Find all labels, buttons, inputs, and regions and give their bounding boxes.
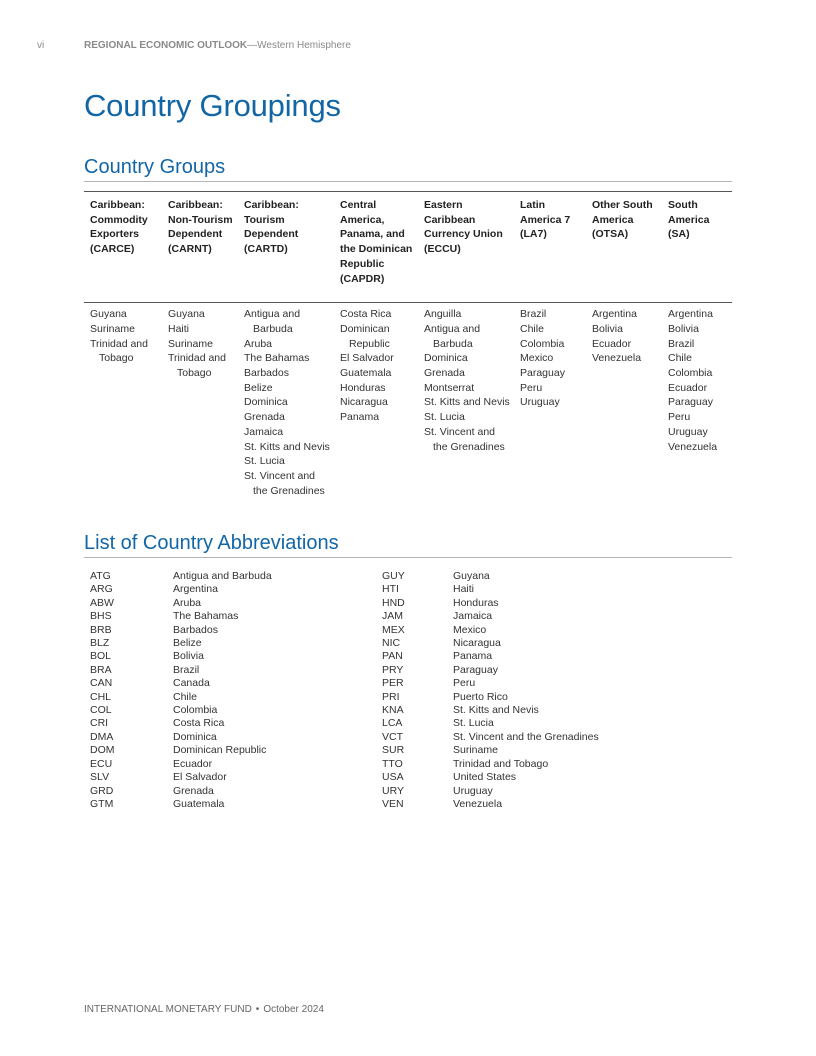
- abbreviation-row: [84, 744, 272, 757]
- country-list-item: Grenada: [424, 367, 465, 380]
- country-groups-table: [84, 191, 732, 498]
- page-footer: [84, 1004, 324, 1015]
- country-list-item: Venezuela: [592, 352, 642, 365]
- country-name: Costa Rica: [173, 717, 225, 730]
- group-country-list: [668, 307, 730, 454]
- group-country-list: [90, 307, 160, 366]
- group-header: Latin America 7 (LA7): [514, 192, 586, 303]
- abbreviation-row: [376, 624, 599, 637]
- abbreviation-row: [376, 637, 599, 650]
- group-column: [586, 303, 662, 499]
- country-list-item: St. Lucia: [424, 411, 465, 424]
- group-header: South America (SA): [662, 192, 732, 303]
- abbreviation-row: [376, 583, 599, 596]
- country-name: Nicaragua: [453, 637, 501, 650]
- country-list-item: Chile: [668, 352, 692, 365]
- abbreviation-row: [84, 758, 272, 771]
- country-list-item: Dominica: [244, 396, 288, 409]
- country-code: URY: [382, 784, 404, 797]
- abbreviations-table-right: [376, 570, 599, 811]
- group-header: Central America, Panama, and the Dominican Republic (CAPDR): [334, 192, 418, 303]
- country-list-item: Suriname: [90, 322, 135, 335]
- country-list-item: Uruguay: [520, 396, 560, 409]
- country-list-item: The Bahamas: [244, 352, 310, 365]
- title-dash: —: [247, 40, 258, 51]
- country-code: DOM: [90, 744, 115, 757]
- abbreviation-row: [376, 744, 599, 757]
- abbreviation-row: [84, 677, 272, 690]
- group-country-list: [244, 307, 332, 498]
- country-list-item: El Salvador: [340, 352, 394, 365]
- groups-body-row: [84, 303, 732, 499]
- country-list-item: Guyana: [168, 308, 205, 321]
- country-list-item: Venezuela: [668, 440, 718, 453]
- region-name: Western Hemisphere: [257, 40, 351, 51]
- country-list-item: Costa Rica: [340, 308, 392, 321]
- abbreviations-table-left: [84, 570, 272, 811]
- group-column: [238, 303, 334, 499]
- country-code: GTM: [90, 797, 114, 810]
- country-name: Canada: [173, 677, 210, 690]
- country-name: St. Kitts and Nevis: [453, 704, 539, 717]
- page-title: Country Groupings: [84, 88, 341, 123]
- country-name: Guyana: [453, 570, 490, 582]
- abbreviation-row: [376, 758, 599, 771]
- country-name: Argentina: [173, 583, 218, 596]
- group-country-list: [424, 307, 512, 454]
- abbreviation-row: [376, 771, 599, 784]
- country-code: PAN: [382, 650, 403, 663]
- abbreviation-row: [376, 704, 599, 717]
- country-name: Peru: [453, 677, 476, 690]
- country-code: CRI: [90, 717, 109, 730]
- country-code: GRD: [90, 784, 114, 797]
- country-code: BHS: [90, 610, 112, 623]
- group-column: [662, 303, 732, 499]
- abbreviation-row: [84, 583, 272, 596]
- country-list-item: Colombia: [520, 337, 565, 350]
- country-code: BRB: [90, 623, 112, 636]
- group-column: [162, 303, 238, 499]
- country-list-item: Panama: [340, 411, 380, 424]
- country-list-item: Honduras: [340, 381, 386, 394]
- country-code: PRI: [382, 690, 400, 703]
- country-code: BLZ: [90, 637, 110, 650]
- footer-bullet: •: [255, 1004, 260, 1015]
- country-code: VEN: [382, 797, 404, 810]
- country-list-item: Suriname: [168, 337, 213, 350]
- abbreviation-row: [84, 731, 272, 744]
- country-name: Suriname: [453, 744, 498, 757]
- abbreviation-row: [84, 637, 272, 650]
- country-list-item: Paraguay: [668, 396, 713, 409]
- country-name: Paraguay: [453, 663, 498, 676]
- country-name: Belize: [173, 637, 202, 650]
- country-name: Panama: [453, 650, 493, 663]
- abbreviation-row: [376, 570, 599, 583]
- country-code: MEX: [382, 623, 405, 636]
- country-name: Puerto Rico: [453, 690, 508, 703]
- country-list-item: Brazil: [520, 308, 547, 321]
- country-name: Brazil: [173, 663, 200, 676]
- country-name: Bolivia: [173, 650, 204, 663]
- country-code: HTI: [382, 583, 399, 596]
- country-list-item: St. Lucia: [244, 455, 285, 468]
- country-list-item: Dominica: [424, 352, 468, 365]
- abbreviation-row: [376, 717, 599, 730]
- group-column: [84, 303, 162, 499]
- abbreviation-row: [84, 597, 272, 610]
- country-code: COL: [90, 704, 112, 717]
- country-name: Aruba: [173, 596, 202, 609]
- country-name: Dominica: [173, 730, 217, 743]
- country-name: St. Lucia: [453, 717, 494, 730]
- abbreviation-row: [376, 597, 599, 610]
- abbreviations-heading: List of Country Abbreviations: [84, 532, 732, 558]
- country-name: Honduras: [453, 596, 499, 609]
- group-header: Caribbean: Commodity Exporters (CARCE): [84, 192, 162, 303]
- country-name: Mexico: [453, 623, 487, 636]
- publication-date: October 2024: [263, 1004, 324, 1015]
- country-code: ABW: [90, 596, 114, 609]
- group-country-list: [520, 307, 584, 410]
- abbreviation-row: [84, 798, 272, 811]
- abbreviation-row: [84, 650, 272, 663]
- country-list-item: Antigua and Barbuda: [244, 308, 301, 335]
- country-list-item: Trinidad and Tobago: [90, 337, 148, 365]
- country-list-item: Bolivia: [592, 322, 623, 335]
- abbreviation-row: [84, 624, 272, 637]
- abbreviation-row: [376, 677, 599, 690]
- abbreviation-row: [84, 771, 272, 784]
- country-code: SUR: [382, 744, 405, 757]
- country-name: United States: [453, 771, 517, 784]
- country-list-item: Argentina: [592, 308, 637, 321]
- abbreviation-row: [376, 610, 599, 623]
- country-code: CAN: [90, 677, 113, 690]
- country-list-item: Mexico: [520, 352, 554, 365]
- country-list-item: Bolivia: [668, 322, 699, 335]
- country-code: GUY: [382, 570, 405, 582]
- country-code: USA: [382, 771, 404, 784]
- group-column: [418, 303, 514, 499]
- country-name: Ecuador: [173, 757, 213, 770]
- country-name: Haiti: [453, 583, 475, 596]
- country-list-item: Paraguay: [520, 367, 565, 380]
- country-name: Barbados: [173, 623, 218, 636]
- country-code: JAM: [382, 610, 403, 623]
- country-list-item: St. Kitts and Nevis: [244, 440, 330, 453]
- country-list-item: Belize: [244, 381, 273, 394]
- country-name: Grenada: [173, 784, 214, 797]
- country-name: Antigua and Barbuda: [173, 570, 272, 582]
- group-header: Caribbean: Tourism Dependent (CARTD): [238, 192, 334, 303]
- country-code: LCA: [382, 717, 403, 730]
- country-list-item: Antigua and Barbuda: [424, 322, 481, 350]
- country-name: Dominican Republic: [173, 744, 267, 757]
- abbreviation-row: [376, 664, 599, 677]
- abbreviation-row: [84, 610, 272, 623]
- country-code: TTO: [382, 757, 403, 770]
- country-name: St. Vincent and the Grenadines: [453, 730, 599, 743]
- country-code: HND: [382, 596, 405, 609]
- running-head: [37, 40, 351, 51]
- country-code: CHL: [90, 690, 112, 703]
- page-number: vi: [37, 40, 45, 51]
- country-list-item: Haiti: [168, 322, 190, 335]
- country-list-item: Barbados: [244, 367, 289, 380]
- country-code: PRY: [382, 663, 404, 676]
- abbreviation-row: [376, 731, 599, 744]
- abbreviation-row: [376, 691, 599, 704]
- group-country-list: [592, 307, 660, 366]
- country-list-item: Peru: [668, 411, 691, 424]
- country-name: Jamaica: [453, 610, 493, 623]
- country-list-item: Jamaica: [244, 425, 284, 438]
- country-name: Chile: [173, 690, 197, 703]
- country-list-item: Chile: [520, 322, 544, 335]
- groups-header-row: [84, 192, 732, 303]
- country-code: NIC: [382, 637, 401, 650]
- abbreviation-row: [84, 704, 272, 717]
- country-name: The Bahamas: [173, 610, 239, 623]
- country-list-item: Colombia: [668, 367, 713, 380]
- abbreviation-row: [376, 650, 599, 663]
- country-list-item: St. Vincent and the Grenadines: [424, 425, 505, 453]
- country-code: BOL: [90, 650, 112, 663]
- country-name: Trinidad and Tobago: [453, 757, 549, 770]
- country-code: VCT: [382, 730, 403, 743]
- group-header: Caribbean: Non-Tourism Dependent (CARNT): [162, 192, 238, 303]
- country-code: SLV: [90, 771, 110, 784]
- country-list-item: Montserrat: [424, 381, 475, 394]
- group-country-list: [168, 307, 236, 381]
- abbreviation-row: [84, 691, 272, 704]
- country-code: BRA: [90, 663, 112, 676]
- publisher-name: INTERNATIONAL MONETARY FUND: [84, 1004, 252, 1015]
- country-groups-heading: Country Groups: [84, 156, 732, 182]
- country-code: PER: [382, 677, 404, 690]
- country-list-item: St. Vincent and the Grenadines: [244, 469, 325, 497]
- country-list-item: Guyana: [90, 308, 127, 321]
- country-list-item: Grenada: [244, 411, 285, 424]
- country-list-item: Dominican Republic: [340, 322, 390, 350]
- country-list-item: Peru: [520, 381, 543, 394]
- country-code: ATG: [90, 570, 111, 582]
- country-list-item: Guatemala: [340, 367, 392, 380]
- country-list-item: Uruguay: [668, 425, 708, 438]
- country-code: ECU: [90, 757, 113, 770]
- country-name: El Salvador: [173, 771, 227, 784]
- group-header: Eastern Caribbean Currency Union (ECCU): [418, 192, 514, 303]
- country-list-item: Nicaragua: [340, 396, 388, 409]
- abbreviation-row: [376, 798, 599, 811]
- country-code: KNA: [382, 704, 404, 717]
- country-list-item: St. Kitts and Nevis: [424, 396, 510, 409]
- country-list-item: Trinidad and Tobago: [168, 352, 226, 380]
- country-name: Venezuela: [453, 797, 503, 810]
- country-name: Guatemala: [173, 797, 225, 810]
- abbreviation-row: [84, 785, 272, 798]
- country-code: ARG: [90, 583, 113, 596]
- country-name: Uruguay: [453, 784, 493, 797]
- country-list-item: Ecuador: [668, 381, 708, 394]
- country-list-item: Ecuador: [592, 337, 632, 350]
- group-column: [514, 303, 586, 499]
- country-list-item: Aruba: [244, 337, 273, 350]
- country-name: Colombia: [173, 704, 218, 717]
- publication-title: REGIONAL ECONOMIC OUTLOOK: [84, 40, 248, 51]
- group-header: Other South America (OTSA): [586, 192, 662, 303]
- group-country-list: [340, 307, 416, 425]
- abbreviation-row: [84, 570, 272, 583]
- group-column: [334, 303, 418, 499]
- country-list-item: Argentina: [668, 308, 713, 321]
- country-list-item: Brazil: [668, 337, 695, 350]
- abbreviation-row: [376, 785, 599, 798]
- abbreviation-row: [84, 664, 272, 677]
- country-list-item: Anguilla: [424, 308, 462, 321]
- abbreviation-row: [84, 717, 272, 730]
- country-code: DMA: [90, 730, 114, 743]
